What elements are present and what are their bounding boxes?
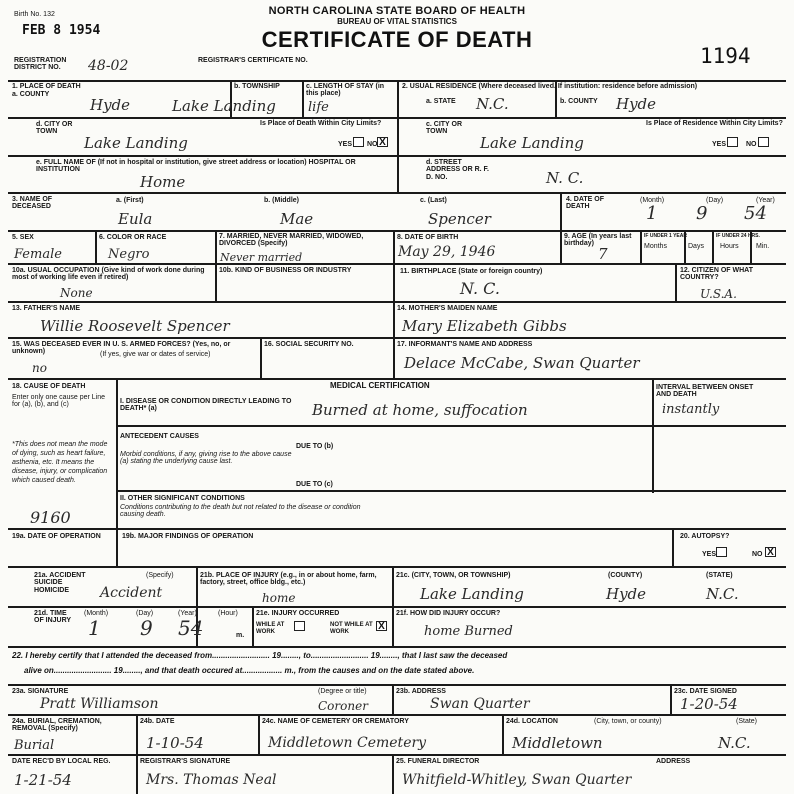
yes-label: YES bbox=[702, 551, 717, 558]
date-signed: 1-20-54 bbox=[680, 695, 738, 713]
sex: Female bbox=[14, 247, 62, 262]
rule bbox=[392, 754, 394, 794]
injury-month-label: (Month) bbox=[84, 610, 109, 617]
no-label: NO bbox=[746, 141, 757, 148]
armed-dates-label: (If yes, give war or dates of service) bbox=[100, 351, 211, 358]
rule bbox=[675, 263, 677, 301]
cemetery: Middletown Cemetery bbox=[268, 735, 427, 751]
rule bbox=[8, 566, 786, 568]
rule bbox=[8, 646, 786, 648]
due-to-b-label: DUE TO (b) bbox=[296, 443, 334, 450]
cause-note: *This does not mean the mode of dying, such as heart failure, asthenia, etc. It means the disease, injury, or complication which caused death. bbox=[12, 441, 108, 484]
informant: Delace McCabe, Swan Quarter bbox=[404, 354, 640, 372]
op-date-label: 19a. DATE OF OPERATION bbox=[12, 533, 101, 540]
rule bbox=[8, 117, 786, 119]
cemetery-label: 24c. NAME OF CEMETERY OR CREMATORY bbox=[262, 718, 409, 725]
injury-county-label: (COUNTY) bbox=[608, 572, 643, 579]
father: Willie Roosevelt Spencer bbox=[40, 317, 230, 335]
death-year: 54 bbox=[744, 203, 767, 224]
dob-label: 8. DATE OF BIRTH bbox=[397, 234, 459, 241]
registrar-signature: Mrs. Thomas Neal bbox=[146, 772, 277, 788]
age-label: 9. AGE (In years last birthday) bbox=[564, 233, 632, 248]
rule bbox=[8, 155, 786, 157]
yes-label: YES bbox=[338, 141, 353, 148]
cause-a: Burned at home, suffocation bbox=[312, 401, 528, 419]
how-label: 21f. HOW DID INJURY OCCUR? bbox=[396, 610, 501, 617]
reg-district-value: 48-02 bbox=[88, 58, 129, 74]
mother: Mary Elizabeth Gibbs bbox=[402, 317, 567, 335]
rule bbox=[8, 378, 786, 380]
first-name: Eula bbox=[118, 210, 153, 228]
funeral-director: Whitfield-Whitley, Swan Quarter bbox=[402, 772, 632, 788]
address-label: 23b. ADDRESS bbox=[396, 688, 446, 695]
married: Never married bbox=[220, 251, 303, 264]
married-label: 7. MARRIED, NEVER MARRIED, WIDOWED, DIVORCED (Specify) bbox=[219, 233, 364, 248]
rule bbox=[8, 230, 786, 232]
degree-label: (Degree or title) bbox=[318, 688, 367, 695]
last-name: Spencer bbox=[428, 210, 491, 228]
place-of-injury: home bbox=[262, 591, 296, 605]
usual-residence-label: 2. USUAL RESIDENCE (Where deceased lived. If institution: residence before admission) bbox=[402, 83, 698, 90]
occurred-label: 21e. INJURY OCCURRED bbox=[256, 610, 340, 617]
res-within-limits-yes-checkbox[interactable] bbox=[727, 137, 738, 147]
rule bbox=[652, 378, 654, 493]
specify-label: (Specify) bbox=[146, 572, 174, 579]
place-of-death-label: 1. PLACE OF DEATH bbox=[12, 83, 81, 90]
citizen-label: 12. CITIZEN OF WHAT COUNTRY? bbox=[680, 267, 753, 282]
injury-state-label: (STATE) bbox=[706, 572, 733, 579]
res-county-label: b. COUNTY bbox=[560, 98, 598, 105]
res-city: Lake Landing bbox=[480, 134, 584, 152]
street: N. C. bbox=[546, 169, 584, 187]
death-month: 1 bbox=[646, 203, 658, 224]
rule bbox=[502, 714, 504, 754]
color: Negro bbox=[108, 247, 150, 262]
birthplace-label: 11. BIRTHPLACE (State or foreign country) bbox=[400, 268, 543, 275]
funeral-director-label: 25. FUNERAL DIRECTOR bbox=[396, 758, 480, 765]
how-injury: home Burned bbox=[424, 624, 513, 639]
injury-year: 54 bbox=[178, 616, 204, 640]
rule bbox=[393, 263, 395, 301]
time-of-injury-label: 21d. TIME OF INJURY bbox=[34, 610, 72, 625]
accident-type: Accident bbox=[100, 585, 163, 601]
morbid-label: Morbid conditions, if any, giving rise to the above cause (a) stating the underlying cause last. bbox=[120, 451, 292, 466]
cause-instructions: Enter only one cause per Line for (a), (b), and (c) bbox=[12, 394, 106, 409]
burial-date-label: 24b. DATE bbox=[140, 718, 175, 725]
rule bbox=[393, 301, 395, 378]
citizen: U.S.A. bbox=[700, 287, 737, 301]
hospital-label: e. FULL NAME OF (If not in hospital or institution, give street address or location) HOSPITAL OR INSTITUTION bbox=[36, 159, 356, 174]
township-label: b. TOWNSHIP bbox=[234, 83, 280, 90]
accident-label: 21a. ACCIDENT SUICIDE HOMICIDE bbox=[34, 572, 86, 594]
rule bbox=[215, 230, 217, 263]
no-label: NO bbox=[367, 141, 378, 148]
rule bbox=[215, 263, 217, 301]
signature-label: 23a. SIGNATURE bbox=[12, 688, 69, 695]
days-label: Days bbox=[688, 243, 704, 250]
hours-label: Hours bbox=[720, 243, 739, 250]
death-within-limits-no-checkbox[interactable]: X bbox=[377, 137, 388, 147]
res-state-label: a. STATE bbox=[426, 98, 456, 105]
location-state: N.C. bbox=[718, 734, 751, 752]
cause-of-death-label: 18. CAUSE OF DEATH bbox=[12, 383, 86, 390]
rule bbox=[392, 684, 394, 714]
last-name-label: c. (Last) bbox=[420, 197, 447, 204]
interval-a: instantly bbox=[662, 402, 720, 417]
received-stamp-date: FEB 8 1954 bbox=[22, 23, 101, 38]
part1-label: I. DISEASE OR CONDITION DIRECTLY LEADING TO DEATH* (a) bbox=[120, 398, 292, 413]
rule bbox=[116, 528, 118, 566]
autopsy-yes-checkbox[interactable] bbox=[716, 547, 727, 557]
dob: May 29, 1946 bbox=[398, 244, 496, 260]
rule bbox=[260, 337, 262, 378]
injury-state: N.C. bbox=[706, 585, 739, 603]
agency-name: NORTH CAROLINA STATE BOARD OF HEALTH bbox=[268, 5, 526, 17]
rule bbox=[136, 714, 138, 754]
informant-label: 17. INFORMANT'S NAME AND ADDRESS bbox=[397, 341, 533, 348]
res-city-label: c. CITY OR TOWN bbox=[426, 121, 463, 136]
registrar-cert-label: REGISTRAR'S CERTIFICATE NO. bbox=[198, 57, 308, 64]
rule bbox=[8, 606, 786, 608]
death-day: 9 bbox=[696, 203, 708, 224]
first-name-label: a. (First) bbox=[116, 197, 144, 204]
color-label: 6. COLOR OR RACE bbox=[99, 234, 167, 241]
rule bbox=[8, 337, 786, 339]
death-within-limits-label: Is Place of Death Within City Limits? bbox=[260, 120, 382, 127]
ssn-label: 16. SOCIAL SECURITY NO. bbox=[264, 341, 354, 348]
rule bbox=[8, 301, 786, 303]
rule bbox=[8, 192, 786, 194]
injury-day: 9 bbox=[140, 616, 153, 640]
location-state-label: (State) bbox=[736, 718, 758, 725]
father-label: 13. FATHER'S NAME bbox=[12, 305, 81, 312]
street-label: d. STREET ADDRESS OR R. F. D. NO. bbox=[426, 159, 490, 181]
burial: Burial bbox=[14, 738, 55, 753]
no-label: NO bbox=[752, 551, 763, 558]
rule bbox=[8, 528, 786, 530]
autopsy-no-checkbox[interactable]: X bbox=[765, 547, 776, 557]
birthplace: N. C. bbox=[460, 279, 500, 298]
city-label: d. CITY OR TOWN bbox=[36, 121, 73, 136]
business-label: 10b. KIND OF BUSINESS OR INDUSTRY bbox=[219, 267, 352, 274]
part2-instructions: Conditions contributing to the death but not related to the disease or condition causing death. bbox=[120, 504, 361, 519]
injury-county: Hyde bbox=[606, 585, 647, 603]
day-label: (Day) bbox=[706, 197, 724, 204]
rule bbox=[8, 754, 786, 756]
medical-certification-heading: MEDICAL CERTIFICATION bbox=[330, 381, 430, 390]
place-of-injury-label: 21b. PLACE OF INJURY (e.g., in or about home, farm, factory, street, office bldg., etc.) bbox=[200, 572, 377, 587]
date-recd: 1-21-54 bbox=[14, 771, 72, 789]
side-number: 9160 bbox=[30, 508, 71, 527]
sex-label: 5. SEX bbox=[12, 234, 34, 241]
location-sub-label: (City, town, or county) bbox=[594, 718, 662, 725]
min-label: Min. bbox=[756, 243, 770, 250]
rule bbox=[136, 754, 138, 794]
due-to-c-label: DUE TO (c) bbox=[296, 481, 333, 488]
rule bbox=[95, 230, 97, 263]
funeral-address-label: ADDRESS bbox=[656, 758, 691, 765]
bureau-name: BUREAU OF VITAL STATISTICS bbox=[337, 17, 457, 26]
rule bbox=[116, 378, 118, 528]
m-label: m. bbox=[236, 632, 245, 639]
length-of-stay: life bbox=[308, 100, 329, 115]
injury-day-label: (Day) bbox=[136, 610, 154, 617]
not-while-at-work-checkbox[interactable]: X bbox=[376, 621, 387, 631]
certificate-number: 1194 bbox=[700, 44, 751, 68]
location: Middletown bbox=[512, 734, 603, 752]
rule bbox=[672, 528, 674, 566]
rule bbox=[670, 684, 672, 714]
reg-district-label: REGISTRATION DISTRICT NO. bbox=[14, 57, 67, 72]
rule bbox=[116, 490, 786, 492]
rule bbox=[560, 230, 562, 263]
registrar-signature-label: REGISTRAR'S SIGNATURE bbox=[140, 758, 231, 765]
autopsy-label: 20. AUTOPSY? bbox=[680, 533, 730, 540]
op-findings-label: 19b. MAJOR FINDINGS OF OPERATION bbox=[122, 533, 254, 540]
name-label: 3. NAME OF DECEASED bbox=[12, 196, 53, 211]
location-label: 24d. LOCATION bbox=[506, 718, 558, 725]
middle-name: Mae bbox=[280, 210, 314, 228]
middle-name-label: b. (Middle) bbox=[264, 197, 299, 204]
certificate-title: CERTIFICATE OF DEATH bbox=[261, 27, 533, 52]
res-county: Hyde bbox=[616, 95, 657, 113]
burial-label: 24a. BURIAL, CREMATION, REMOVAL (Specify) bbox=[12, 718, 102, 733]
occupation: None bbox=[60, 286, 93, 300]
rule bbox=[8, 263, 786, 265]
length-of-stay-label: c. LENGTH OF STAY (in this place) bbox=[306, 83, 385, 98]
injury-year-label: (Year) bbox=[178, 610, 197, 617]
rule bbox=[302, 80, 304, 117]
months-label: Months bbox=[644, 243, 667, 250]
yes-label: YES bbox=[712, 141, 727, 148]
certify-line-2: alive on.......................... 19........, and that death occured at.................. m., from the causes and on the date stated above. bbox=[24, 666, 475, 675]
mother-label: 14. MOTHER'S MAIDEN NAME bbox=[397, 305, 498, 312]
month-label: (Month) bbox=[640, 197, 665, 204]
death-within-limits-yes-checkbox[interactable] bbox=[353, 137, 364, 147]
rule bbox=[116, 425, 786, 427]
antecedent-label: ANTECEDENT CAUSES bbox=[120, 433, 199, 440]
death-township: Lake Landing bbox=[172, 97, 276, 115]
res-within-limits-no-checkbox[interactable] bbox=[758, 137, 769, 147]
rule bbox=[712, 230, 714, 263]
occupation-label: 10a. USUAL OCCUPATION (Give kind of work done during most of working life even if retired) bbox=[12, 267, 205, 282]
degree: Coroner bbox=[318, 699, 368, 713]
injury-city-label: 21c. (CITY, TOWN, OR TOWNSHIP) bbox=[396, 572, 511, 579]
date-signed-label: 23c. DATE SIGNED bbox=[674, 688, 737, 695]
year-label: (Year) bbox=[756, 197, 775, 204]
res-state: N.C. bbox=[476, 95, 509, 113]
rule bbox=[397, 80, 399, 192]
birth-no-label: Birth No. 132 bbox=[14, 11, 55, 18]
not-while-label: NOT WHILE AT WORK bbox=[330, 622, 373, 636]
injury-hour-label: (Hour) bbox=[218, 610, 238, 617]
death-county: Hyde bbox=[90, 96, 131, 114]
res-within-limits-label: Is Place of Residence Within City Limits? bbox=[646, 120, 783, 127]
rule bbox=[393, 230, 395, 263]
under-1-year-label: IF UNDER 1 YEAR bbox=[644, 233, 687, 239]
injury-city: Lake Landing bbox=[420, 585, 524, 603]
age: 7 bbox=[598, 245, 608, 263]
date-of-death-label: 4. DATE OF DEATH bbox=[566, 196, 604, 211]
part2-label: II. OTHER SIGNIFICANT CONDITIONS bbox=[120, 495, 245, 502]
death-city: Lake Landing bbox=[84, 134, 188, 152]
while-work-label: WHILE AT WORK bbox=[256, 622, 285, 636]
rule bbox=[8, 714, 786, 716]
burial-date: 1-10-54 bbox=[146, 734, 204, 752]
signature: Pratt Williamson bbox=[40, 696, 159, 712]
county-label: a. COUNTY bbox=[12, 91, 50, 98]
while-at-work-checkbox[interactable] bbox=[294, 621, 305, 631]
hospital: Home bbox=[140, 173, 186, 191]
rule bbox=[560, 192, 562, 230]
recd-label: DATE REC'D BY LOCAL REG. bbox=[12, 758, 111, 765]
rule bbox=[258, 714, 260, 754]
address: Swan Quarter bbox=[430, 696, 530, 712]
interval-label: INTERVAL BETWEEN ONSET AND DEATH bbox=[656, 384, 754, 399]
certify-line-1: 22. I hereby certify that I attended the deceased from.......................... 19........, to.......................... 19........, that I last saw the deceased bbox=[12, 651, 508, 660]
armed-forces-label: 15. WAS DECEASED EVER IN U. S. ARMED FORCES? (Yes, no, or unknown) bbox=[12, 341, 231, 356]
armed-forces: no bbox=[32, 361, 47, 375]
rule bbox=[252, 606, 254, 646]
under-24-hrs-label: IF UNDER 24 HRS. bbox=[716, 233, 760, 239]
injury-month: 1 bbox=[88, 616, 101, 640]
rule bbox=[640, 230, 642, 263]
